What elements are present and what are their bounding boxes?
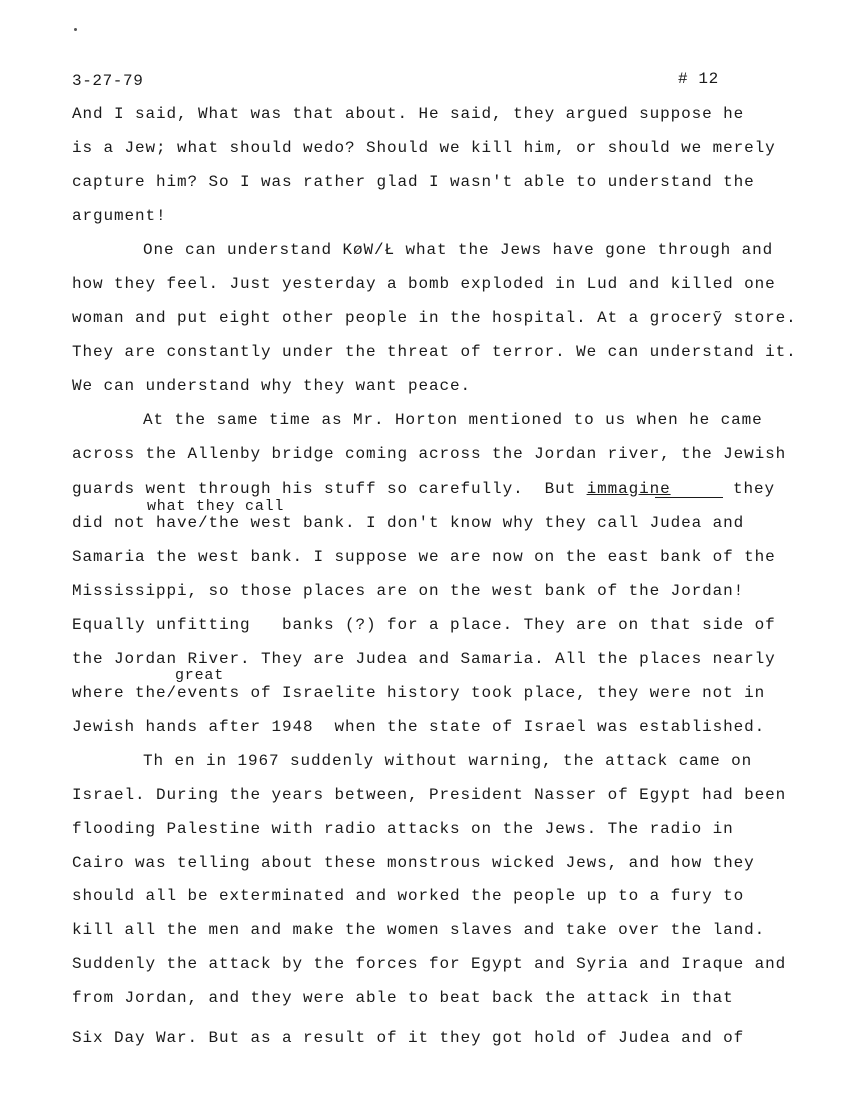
- blank-underline: [655, 497, 723, 498]
- text-line: is a Jew; what should wedo? Should we kill him, or should we merely: [72, 139, 776, 157]
- text-line: capture him? So I was rather glad I wasn't able to understand the: [72, 173, 755, 191]
- text-line: where the/events of Israelite history took place, they were not in: [72, 684, 766, 702]
- text-line: argument!: [72, 207, 167, 225]
- text-line: At the same time as Mr. Horton mentioned to us when he came: [143, 411, 763, 429]
- text-line: did not have/the west bank. I don't know why they call Judea and: [72, 514, 745, 532]
- text-line: Suddenly the attack by the forces for Egypt and Syria and Iraque and: [72, 955, 787, 973]
- text-line: Mississippi, so those places are on the west bank of the Jordan!: [72, 582, 745, 600]
- page-date: 3-27-79: [72, 72, 144, 90]
- text-segment: guards went through his stuff so carefully. But: [72, 480, 587, 498]
- text-line: flooding Palestine with radio attacks on the Jews. The radio in: [72, 820, 734, 838]
- text-line: We can understand why they want peace.: [72, 377, 472, 395]
- text-line: across the Allenby bridge coming across the Jordan river, the Jewish: [72, 445, 787, 463]
- text-line: Equally unfitting banks (?) for a place. They are on that side of: [72, 616, 776, 634]
- text-line: should all be exterminated and worked the people up to a fury to: [72, 887, 745, 905]
- text-line: Israel. During the years between, President Nasser of Egypt had been: [72, 786, 787, 804]
- text-line: Th en in 1967 suddenly without warning, the attack came on: [143, 752, 753, 770]
- text-line: how they feel. Just yesterday a bomb exploded in Lud and killed one: [72, 275, 776, 293]
- text-line: Samaria the west bank. I suppose we are now on the east bank of the: [72, 548, 776, 566]
- text-line: the Jordan River. They are Judea and Samaria. All the places nearly: [72, 650, 776, 668]
- text-line: One can understand KøW/Ł what the Jews have gone through and: [143, 241, 774, 259]
- text-line: Jewish hands after 1948 when the state of Israel was established.: [72, 718, 766, 736]
- stray-mark: [74, 28, 77, 31]
- underlined-word: immagine: [586, 480, 671, 498]
- handwritten-insertion: what they call: [147, 498, 285, 515]
- text-line: They are constantly under the threat of terror. We can understand it.: [72, 343, 797, 361]
- handwritten-insertion: great: [175, 667, 225, 684]
- text-line: Cairo was telling about these monstrous wicked Jews, and how they: [72, 854, 755, 872]
- text-line: And I said, What was that about. He said, they argued suppose he: [72, 105, 745, 123]
- text-line: [72, 480, 671, 498]
- page-number: # 12: [678, 70, 719, 88]
- text-line: kill all the men and make the women slaves and take over the land.: [72, 921, 766, 939]
- text-line: Six Day War. But as a result of it they got hold of Judea and of: [72, 1029, 745, 1047]
- text-line: from Jordan, and they were able to beat back the attack in that: [72, 989, 734, 1007]
- text-segment: they: [733, 480, 776, 498]
- text-line: woman and put eight other people in the hospital. At a grocerỹ store.: [72, 309, 797, 327]
